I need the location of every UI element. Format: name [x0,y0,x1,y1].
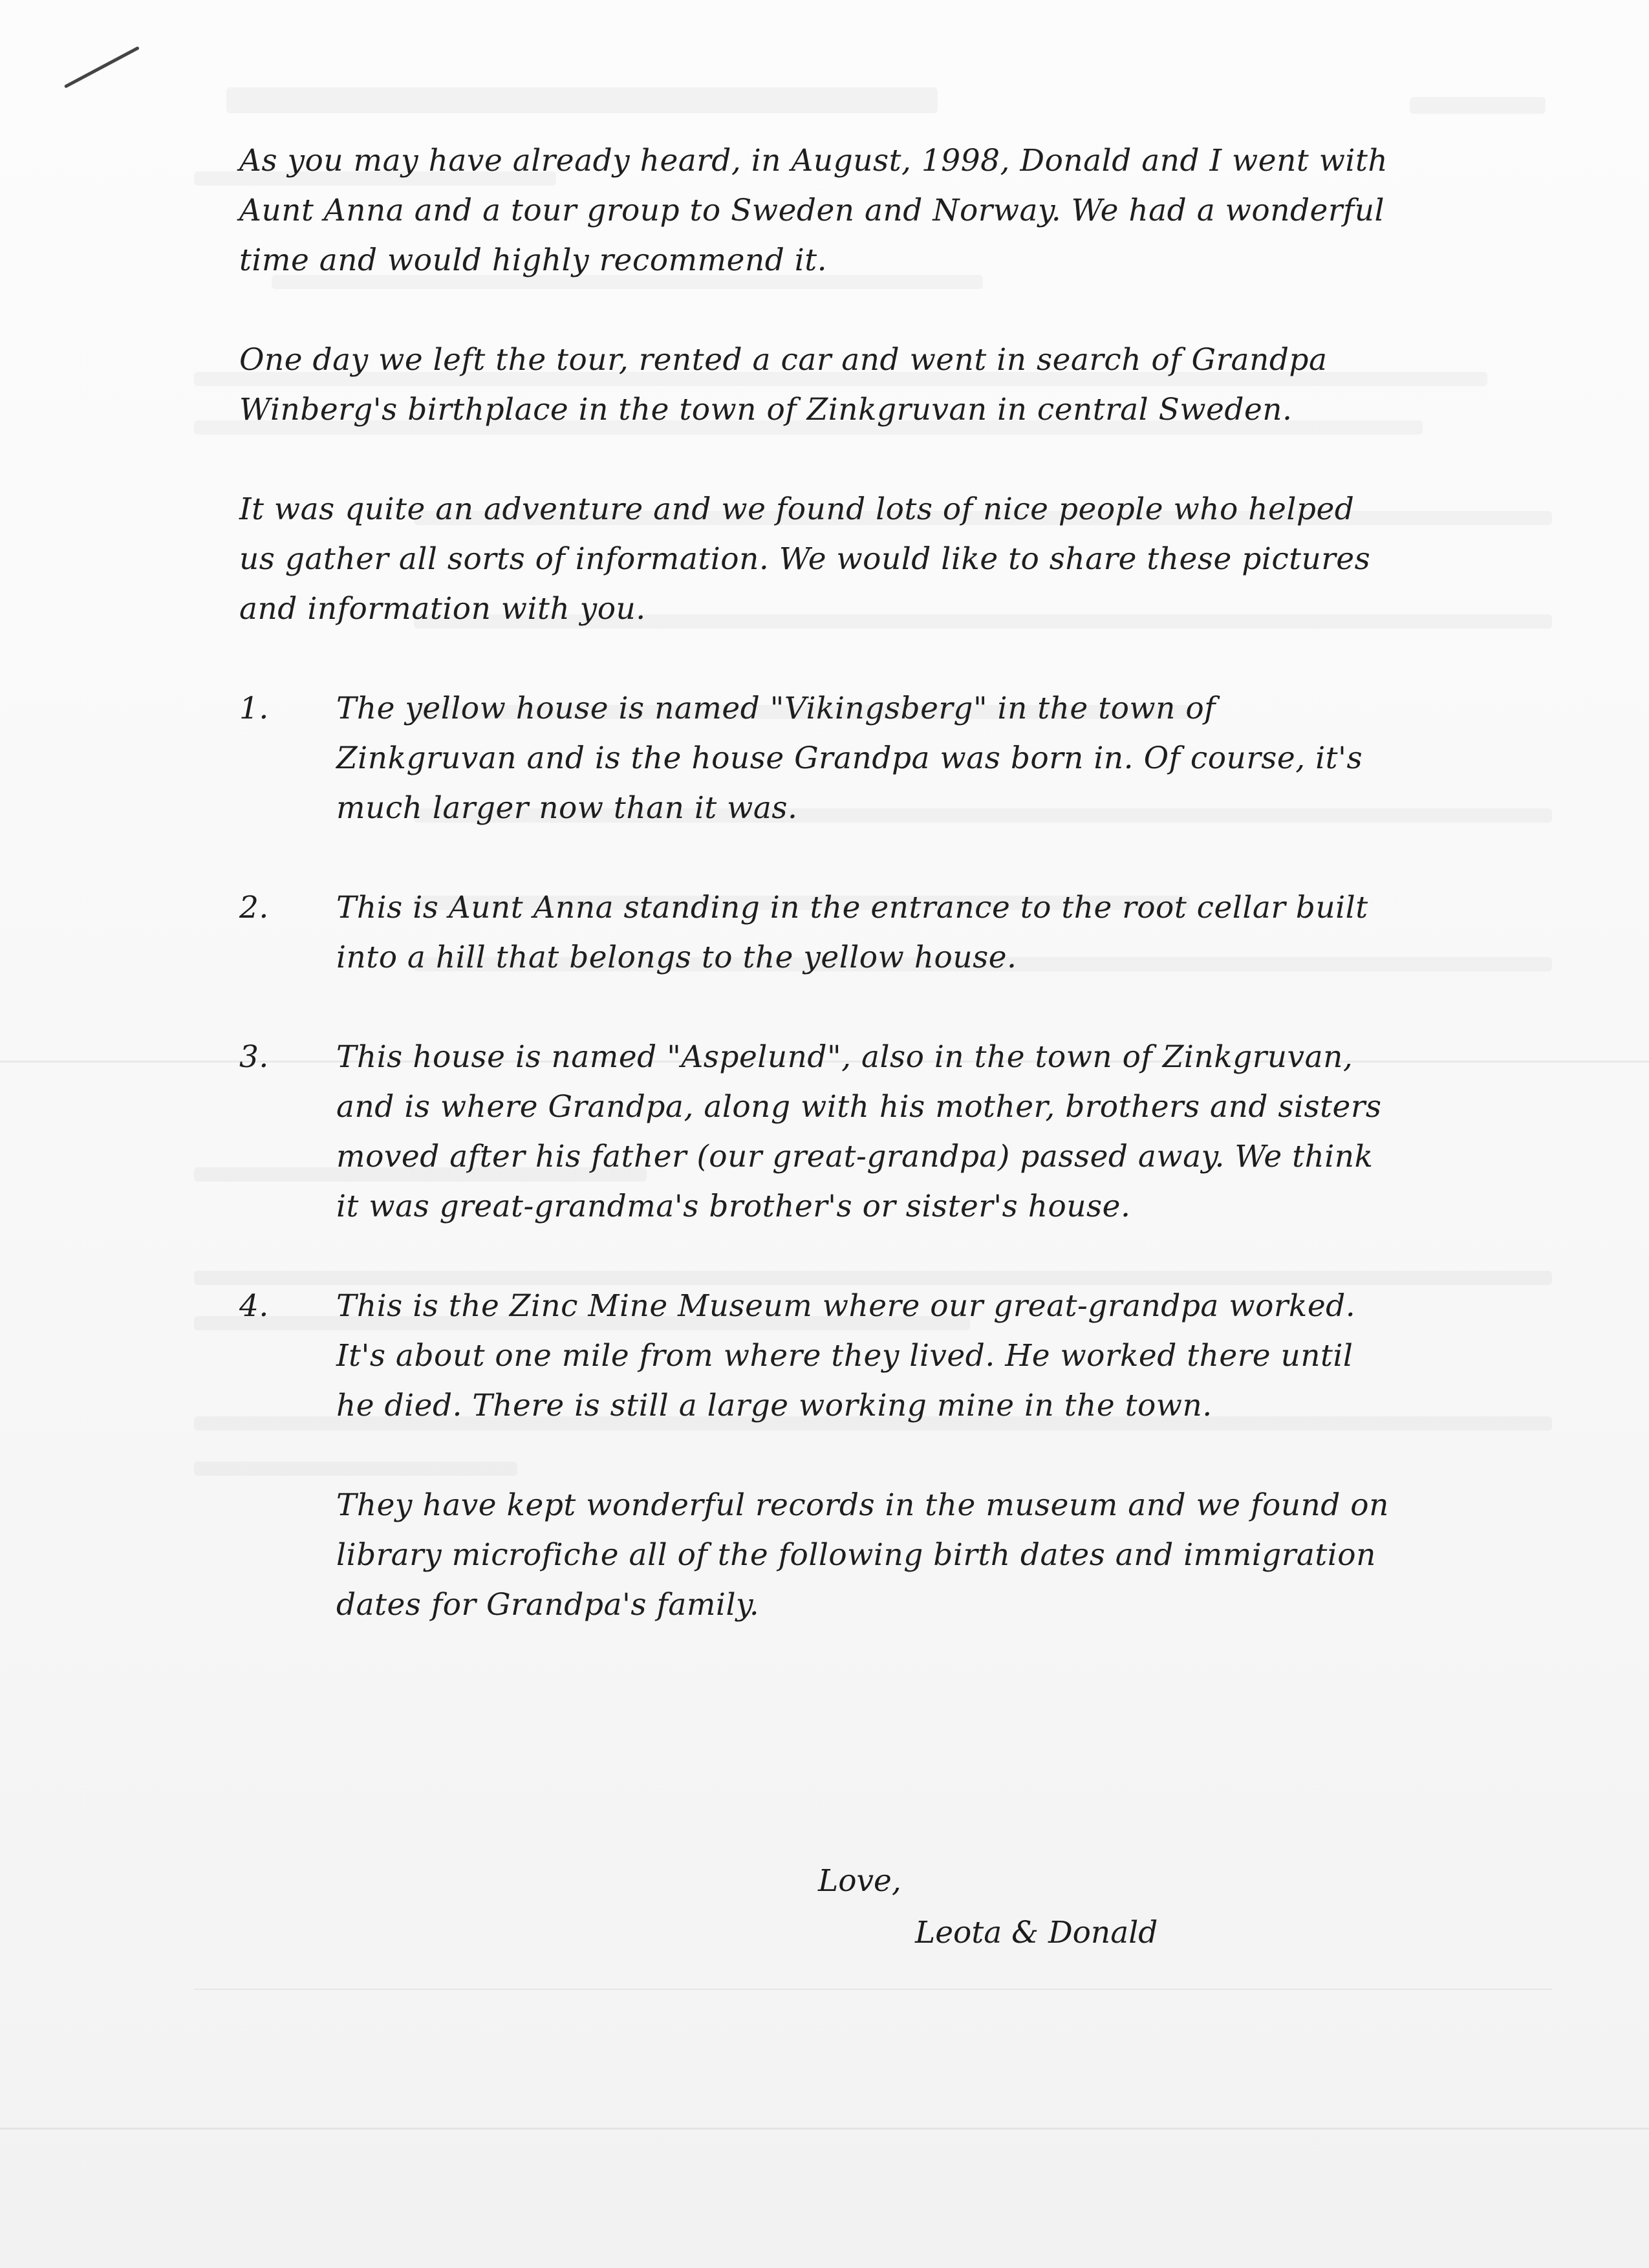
list-item-continuation: They have kept wonderful records in the museum and we found on library microfiche all of the following birth dates and immigration dates for Grandpa's family. [336,1487,1389,1623]
pen-mark [64,46,140,88]
list-item-number: 3. [239,1039,269,1075]
list-item-text: The yellow house is named "Vikingsberg" in the town of Zinkgruvan and is the house Grandpa was born in. Of course, it's much larger now than it was. [336,691,1363,826]
list-item-number: 2. [239,890,269,925]
letter-body [239,136,1403,1679]
list-item [239,684,1390,833]
fold-crease [0,2128,1649,2130]
paragraph: As you may have already heard, in August, 1998, Donald and I went with Aunt Anna and a tour group to Sweden and Norway. We had a wonderful time and would highly recommend it. [239,143,1388,278]
closing: Love, [818,1863,901,1899]
list-item [239,1032,1390,1231]
signature: Leota & Donald [915,1915,1158,1950]
list-item [239,1281,1390,1431]
list-item-text: This is the Zinc Mine Museum where our great-grandpa worked. It's about one mile from where they lived. He worked there until he died. There is still a large working mine in the town. [336,1288,1356,1423]
list-item-number: 4. [239,1288,269,1324]
paragraph: One day we left the tour, rented a car and went in search of Grandpa Winberg's birthplace in the town of Zinkgruvan in central Sweden. [239,342,1328,427]
footer-divider [194,1989,1552,1990]
list-item-text: This house is named "Aspelund", also in the town of Zinkgruvan, and is where Grandpa, along with his mother, brothers and sisters moved after his father (our great-grandpa) passed away. We think it was great-grandma's brother's or sister's house. [336,1039,1382,1224]
paragraph: It was quite an adventure and we found lots of nice people who helped us gather all sorts of information. We would like to share these pictures and information with you. [239,491,1371,627]
list-item [239,883,1390,982]
list-item-text: This is Aunt Anna standing in the entrance to the root cellar built into a hill that belongs to the yellow house. [336,890,1368,975]
list-item-number: 1. [239,691,269,726]
